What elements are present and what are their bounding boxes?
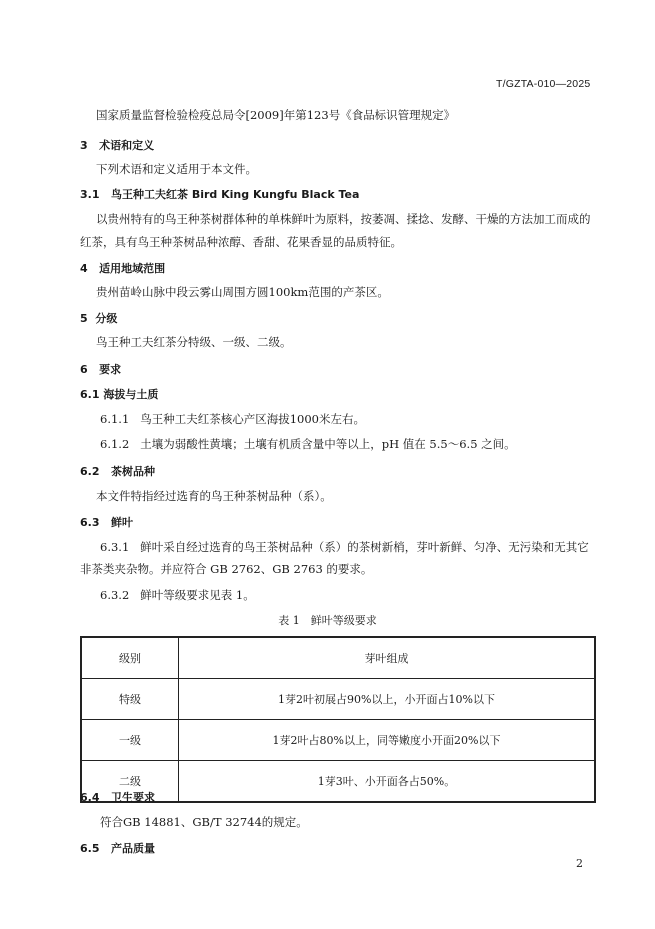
section-6-5-heading bbox=[80, 840, 155, 856]
section-title: 鸟王种工夫红茶 Bird King Kungfu Black Tea bbox=[111, 188, 360, 201]
clause-text: 鲜叶采自经过选育的鸟王茶树品种（系）的茶树新梢，芽叶新鲜、匀净、无污染和无其它 bbox=[140, 540, 589, 554]
clause-number: 6.1.2 bbox=[100, 437, 130, 451]
section-3-1-heading bbox=[80, 186, 359, 202]
header-cell-grade: 级别 bbox=[81, 637, 179, 679]
table-row bbox=[81, 761, 595, 803]
section-6-4-text: 符合GB 14881、GB/T 32744的规定。 bbox=[100, 815, 308, 829]
section-title: 术语和定义 bbox=[99, 139, 155, 152]
table-1-caption: 表 1 鲜叶等级要求 bbox=[278, 614, 377, 627]
composition-cell: 1芽3叶、小开面各占50%。 bbox=[179, 761, 596, 803]
section-4-text: 贵州苗岭山脉中段云雾山周围方圆100km范围的产茶区。 bbox=[96, 285, 389, 299]
section-5-text: 鸟王种工夫红茶分特级、一级、二级。 bbox=[96, 335, 292, 349]
section-title: 分级 bbox=[95, 312, 118, 325]
section-title: 茶树品种 bbox=[111, 465, 155, 478]
section-5-heading bbox=[80, 310, 117, 326]
section-title: 鲜叶 bbox=[111, 516, 133, 529]
section-number: 3 bbox=[80, 139, 88, 152]
section-title: 卫生要求 bbox=[111, 791, 155, 804]
section-title: 产品质量 bbox=[111, 842, 155, 855]
section-4-heading bbox=[80, 260, 165, 276]
clause-text: 鲜叶等级要求见表 1。 bbox=[140, 588, 255, 602]
document-code: T/GZTA-010—2025 bbox=[496, 78, 591, 90]
section-number: 4 bbox=[80, 262, 88, 275]
clause-6-3-1 bbox=[100, 539, 589, 555]
section-number: 5 bbox=[80, 312, 88, 325]
section-title: 要求 bbox=[99, 363, 122, 376]
section-title: 海拔与土质 bbox=[103, 388, 159, 401]
header-cell-composition: 芽叶组成 bbox=[179, 637, 596, 679]
section-number: 6 bbox=[80, 363, 88, 376]
composition-cell: 1芽2叶占80%以上，同等嫩度小开面20%以下 bbox=[179, 720, 596, 761]
section-number: 3.1 bbox=[80, 188, 100, 201]
clause-text: 鸟王种工夫红茶核心产区海拔1000米左右。 bbox=[140, 412, 365, 426]
grade-cell: 一级 bbox=[81, 720, 179, 761]
grade-cell: 特级 bbox=[81, 679, 179, 720]
grade-cell: 二级 bbox=[81, 761, 179, 803]
clause-6-1-1 bbox=[100, 411, 365, 427]
section-3-heading bbox=[80, 137, 154, 153]
definition-line-1: 以贵州特有的鸟王种茶树群体种的单株鲜叶为原料，按萎凋、揉捻、发酵、干燥的方法加工而成的 bbox=[96, 212, 591, 226]
section-6-2-text: 本文件特指经过选育的鸟王种茶树品种（系）。 bbox=[96, 489, 332, 503]
section-6-3-heading bbox=[80, 514, 133, 530]
section-number: 6.4 bbox=[80, 791, 100, 804]
section-6-2-heading bbox=[80, 463, 155, 479]
table-row bbox=[81, 679, 595, 720]
reference-line: 国家质量监督检验检疫总局令[2009]年第123号《食品标识管理规定》 bbox=[96, 108, 456, 122]
section-6-4-heading bbox=[80, 789, 155, 805]
section-title: 适用地域范围 bbox=[99, 262, 166, 275]
clause-number: 6.3.1 bbox=[100, 540, 130, 554]
table-header-row bbox=[81, 637, 595, 679]
clause-number: 6.3.2 bbox=[100, 588, 130, 602]
clause-6-3-2 bbox=[100, 587, 255, 603]
clause-6-3-1-continued: 非茶类夹杂物。并应符合 GB 2762、GB 2763 的要求。 bbox=[80, 562, 373, 576]
clause-6-1-2 bbox=[100, 436, 516, 452]
section-number: 6.3 bbox=[80, 516, 100, 529]
section-3-intro: 下列术语和定义适用于本文件。 bbox=[96, 162, 257, 176]
clause-text: 土壤为弱酸性黄壤；土壤有机质含量中等以上，pH 值在 5.5～6.5 之间。 bbox=[140, 437, 516, 451]
table-row bbox=[81, 720, 595, 761]
definition-line-2: 红茶，具有鸟王种茶树品种浓醇、香甜、花果香显的品质特征。 bbox=[80, 235, 402, 249]
section-6-heading bbox=[80, 361, 121, 377]
composition-cell: 1芽2叶初展占90%以上，小开面占10%以下 bbox=[179, 679, 596, 720]
section-number: 6.2 bbox=[80, 465, 100, 478]
fresh-leaf-grade-table bbox=[80, 636, 596, 803]
section-number: 6.5 bbox=[80, 842, 100, 855]
clause-number: 6.1.1 bbox=[100, 412, 130, 426]
section-number: 6.1 bbox=[80, 388, 100, 401]
page-number: 2 bbox=[576, 857, 583, 870]
section-6-1-heading bbox=[80, 386, 158, 402]
